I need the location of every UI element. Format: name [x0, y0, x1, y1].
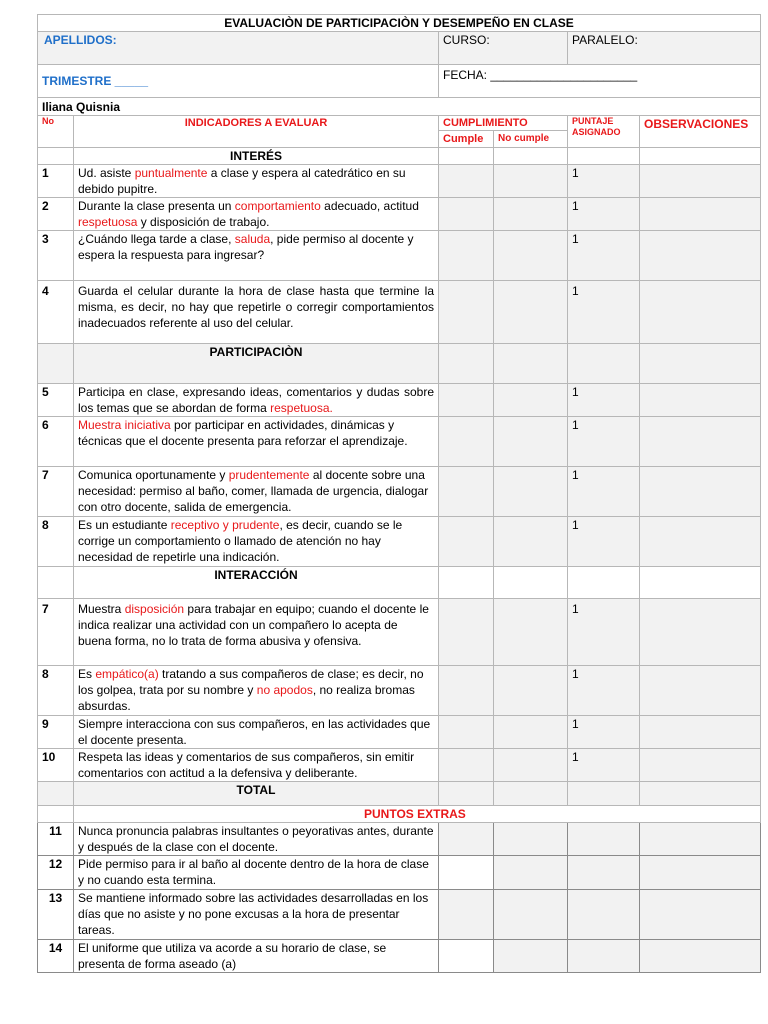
no-cumple-cell[interactable] — [494, 384, 568, 417]
row-number: 11 — [38, 823, 74, 856]
observaciones-cell[interactable] — [640, 417, 761, 467]
row-number: 8 — [38, 517, 74, 567]
col-header-cumplimiento: CUMPLIMIENTO — [439, 116, 568, 131]
curso-field[interactable] — [439, 32, 568, 65]
indicator-text: ¿Cuándo llega tarde a clase, saluda, pide permiso al docente y espera la respuesta para ingresar? — [74, 231, 439, 281]
trimestre-field[interactable] — [38, 65, 439, 98]
no-cumple-cell[interactable] — [494, 856, 568, 890]
col-header-cumple: Cumple — [439, 131, 494, 148]
observaciones-cell[interactable] — [640, 165, 761, 198]
row-number: 5 — [38, 384, 74, 417]
observaciones-cell[interactable] — [640, 198, 761, 231]
puntaje-cell: 1 — [568, 198, 640, 231]
observaciones-cell[interactable] — [640, 517, 761, 567]
cumple-cell[interactable] — [439, 165, 494, 198]
curso-label: CURSO: — [443, 33, 490, 47]
total-puntaje-cell[interactable] — [568, 782, 640, 806]
observaciones-cell[interactable] — [640, 940, 761, 973]
row-number: 7 — [38, 467, 74, 517]
apellidos-field[interactable] — [38, 32, 439, 65]
indicator-text: El uniforme que utiliza va acorde a su horario de clase, se presenta de forma aseado (a) — [74, 940, 439, 973]
no-cumple-cell[interactable] — [494, 716, 568, 749]
cumple-cell[interactable] — [439, 417, 494, 467]
observaciones-cell[interactable] — [640, 467, 761, 517]
col-header-puntaje: PUNTAJE ASIGNADO — [568, 116, 640, 148]
no-cumple-cell[interactable] — [494, 417, 568, 467]
cumple-cell[interactable] — [439, 666, 494, 716]
no-cumple-cell[interactable] — [494, 749, 568, 782]
no-cumple-cell[interactable] — [494, 823, 568, 856]
row-number: 12 — [38, 856, 74, 890]
observaciones-cell[interactable] — [640, 823, 761, 856]
observaciones-cell[interactable] — [640, 890, 761, 940]
indicator-text: Participa en clase, expresando ideas, comentarios y dudas sobre los temas que se abordan de forma respetuosa. — [74, 384, 439, 417]
no-cumple-cell[interactable] — [494, 940, 568, 973]
indicator-text: Guarda el celular durante la hora de clase hasta que termine la misma, es decir, no hay que repetirle o corregir comportamientos inadecuados referente al uso del celular. — [74, 281, 439, 344]
total-cumple-cell[interactable] — [439, 782, 494, 806]
section-interes: INTERÉS — [74, 148, 439, 165]
cumple-cell[interactable] — [439, 940, 494, 973]
total-no-cumple-cell[interactable] — [494, 782, 568, 806]
section-spacer — [38, 567, 74, 599]
no-cumple-cell[interactable] — [494, 890, 568, 940]
row-number: 3 — [38, 231, 74, 281]
no-cumple-cell[interactable] — [494, 467, 568, 517]
no-cumple-cell[interactable] — [494, 165, 568, 198]
indicator-text: Durante la clase presenta un comportamiento adecuado, actitud respetuosa y disposición de trabajo. — [74, 198, 439, 231]
section-participacion: PARTICIPACIÒN — [74, 344, 439, 384]
indicator-text: Es empático(a) tratando a sus compañeros de clase; es decir, no los golpea, trata por su nombre y no apodos, no realiza bromas absurdas. — [74, 666, 439, 716]
observaciones-cell[interactable] — [640, 231, 761, 281]
cumple-cell[interactable] — [439, 749, 494, 782]
cumple-cell[interactable] — [439, 599, 494, 666]
puntaje-cell: 1 — [568, 666, 640, 716]
puntaje-cell[interactable] — [568, 823, 640, 856]
section-spacer — [38, 148, 74, 165]
observaciones-cell[interactable] — [640, 856, 761, 890]
observaciones-cell[interactable] — [640, 749, 761, 782]
cumple-cell[interactable] — [439, 198, 494, 231]
evaluation-table — [37, 14, 761, 973]
section-spacer — [38, 344, 74, 384]
indicator-text: Nunca pronuncia palabras insultantes o peyorativas antes, durante y después de la clase con el docente. — [74, 823, 439, 856]
indicator-text: Pide permiso para ir al baño al docente dentro de la hora de clase y no cuando esta termina. — [74, 856, 439, 890]
no-cumple-cell[interactable] — [494, 666, 568, 716]
indicator-text: Muestra disposición para trabajar en equipo; cuando el docente le indica realizar una actividad con un compañero lo acepta de buena forma, no lo trata de forma abusiva y ofensiva. — [74, 599, 439, 666]
total-observaciones-cell[interactable] — [640, 782, 761, 806]
indicator-text: Siempre interacciona con sus compañeros, en las actividades que el docente presenta. — [74, 716, 439, 749]
section-interaccion: INTERACCIÓN — [74, 567, 439, 599]
cumple-cell[interactable] — [439, 384, 494, 417]
total-label: TOTAL — [74, 782, 439, 806]
indicator-text: Comunica oportunamente y prudentemente al docente sobre una necesidad: permiso al baño, comer, llamada de urgencia, dialogar con otro docente, salida de emergencia. — [74, 467, 439, 517]
cumple-cell[interactable] — [439, 716, 494, 749]
fecha-field[interactable] — [439, 65, 761, 98]
no-cumple-cell[interactable] — [494, 517, 568, 567]
col-header-observaciones: OBSERVACIONES — [640, 116, 761, 148]
observaciones-cell[interactable] — [640, 281, 761, 344]
col-header-no-cumple: No cumple — [494, 131, 568, 148]
cumple-cell[interactable] — [439, 281, 494, 344]
observaciones-cell[interactable] — [640, 716, 761, 749]
puntaje-cell: 1 — [568, 231, 640, 281]
row-number: 6 — [38, 417, 74, 467]
evaluation-sheet — [37, 14, 760, 973]
observaciones-cell[interactable] — [640, 384, 761, 417]
puntaje-cell: 1 — [568, 417, 640, 467]
puntaje-cell: 1 — [568, 384, 640, 417]
row-number: 9 — [38, 716, 74, 749]
col-header-no: No — [38, 116, 74, 148]
row-number: 7 — [38, 599, 74, 666]
puntaje-cell: 1 — [568, 599, 640, 666]
cumple-cell[interactable] — [439, 856, 494, 890]
row-number: 14 — [38, 940, 74, 973]
observaciones-cell[interactable] — [640, 666, 761, 716]
no-cumple-cell[interactable] — [494, 599, 568, 666]
puntaje-cell: 1 — [568, 467, 640, 517]
paralelo-label: PARALELO: — [572, 33, 638, 47]
indicator-text: Muestra iniciativa por participar en actividades, dinámicas y técnicas que el docente presenta para reforzar el aprendizaje. — [74, 417, 439, 467]
cumple-cell[interactable] — [439, 890, 494, 940]
row-number: 8 — [38, 666, 74, 716]
puntaje-cell[interactable] — [568, 856, 640, 890]
paralelo-field[interactable] — [568, 32, 761, 65]
section-spacer — [38, 806, 74, 823]
row-number: 1 — [38, 165, 74, 198]
puntaje-cell[interactable] — [568, 890, 640, 940]
observaciones-cell[interactable] — [640, 599, 761, 666]
indicator-text: Respeta las ideas y comentarios de sus compañeros, sin emitir comentarios con actitud a la defensiva y deliberante. — [74, 749, 439, 782]
no-cumple-cell[interactable] — [494, 198, 568, 231]
row-number: 4 — [38, 281, 74, 344]
section-spacer — [38, 782, 74, 806]
cumple-cell[interactable] — [439, 517, 494, 567]
no-cumple-cell[interactable] — [494, 231, 568, 281]
student-name: Iliana Quisnia — [38, 98, 761, 116]
fecha-label: FECHA: ______________________ — [443, 68, 638, 82]
indicator-text: Es un estudiante receptivo y prudente, es decir, cuando se le corrige un comportamiento o llamado de atención no hay necesidad de repetirle una indicación. — [74, 517, 439, 567]
puntaje-cell: 1 — [568, 165, 640, 198]
trimestre-label: TRIMESTRE _____ — [42, 74, 149, 88]
indicator-text: Ud. asiste puntualmente a clase y espera al catedrático en su debido pupitre. — [74, 165, 439, 198]
puntaje-cell: 1 — [568, 281, 640, 344]
no-cumple-cell[interactable] — [494, 281, 568, 344]
puntaje-cell: 1 — [568, 716, 640, 749]
form-title: EVALUACIÒN DE PARTICIPACIÒN Y DESEMPEÑO EN CLASE — [38, 15, 761, 32]
cumple-cell[interactable] — [439, 231, 494, 281]
puntaje-cell: 1 — [568, 517, 640, 567]
row-number: 10 — [38, 749, 74, 782]
apellidos-label: APELLIDOS: — [44, 33, 117, 47]
puntaje-cell: 1 — [568, 749, 640, 782]
row-number: 13 — [38, 890, 74, 940]
cumple-cell[interactable] — [439, 467, 494, 517]
section-puntos-extras: PUNTOS EXTRAS — [74, 806, 761, 823]
row-number: 2 — [38, 198, 74, 231]
cumple-cell[interactable] — [439, 823, 494, 856]
col-header-indicadores: INDICADORES A EVALUAR — [74, 116, 439, 148]
indicator-text: Se mantiene informado sobre las actividades desarrolladas en los días que no asiste y no pone excusas a la hora de presentar tareas. — [74, 890, 439, 940]
puntaje-cell[interactable] — [568, 940, 640, 973]
